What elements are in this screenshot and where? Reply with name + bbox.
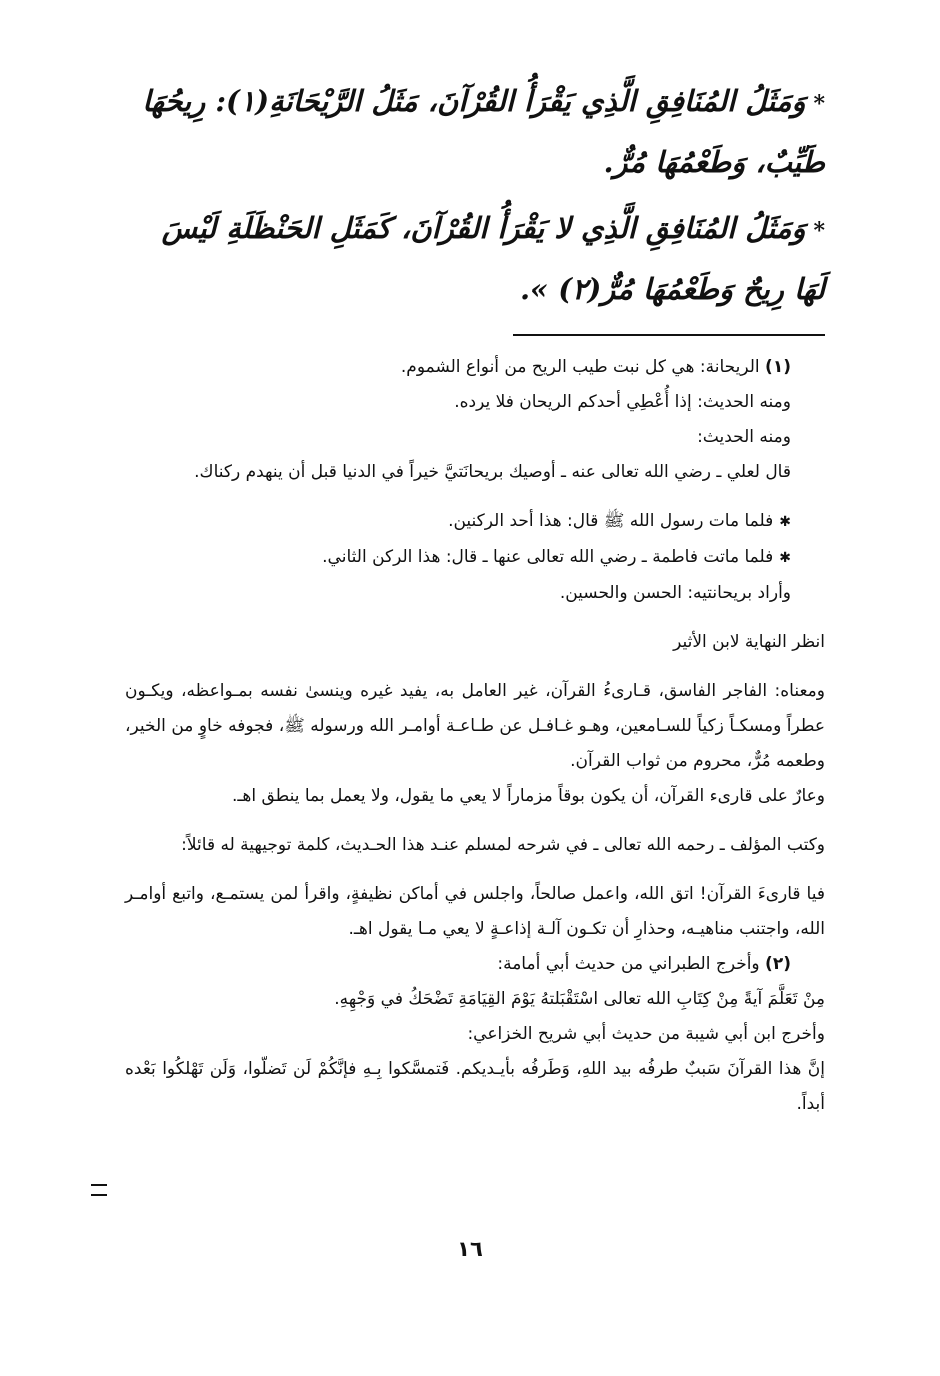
- footnote-number: (٢): [765, 954, 791, 974]
- asterisk-icon: *: [813, 91, 825, 117]
- page-content: [125, 72, 825, 1122]
- footnote-2-hadith: مِنْ تَعَلَّمَ آيةً مِنْ كِتَابِ الله تعالى اسْتَقْبَلتهُ يَوْمَ القِيَامَةِ تَضْحَكُ في وَجْهِهِ.: [334, 989, 825, 1009]
- asterisk-icon: ✱: [779, 514, 791, 530]
- spacer: [125, 660, 825, 674]
- spacer: [125, 814, 825, 828]
- footnote-1-meaning: وأراد بريحانتيه: الحسن والحسين.: [559, 583, 791, 603]
- footnote-2-hadith: إنَّ هذا القرآنَ سَببٌ طرفُه بيد اللهِ، وَطَرفُه بأيـديكم. فَتمسَّكوا بِـهِ فإنَّكُمْ لَن تَضلّوا، وَلَن تَهْلكُوا بَعْده أبداً.: [125, 1059, 825, 1114]
- footnote-1-bullet: ✱فلما مات رسول الله ﷺ قال: هذا أحد الركنين.: [448, 511, 791, 531]
- asterisk-icon: ✱: [779, 550, 791, 566]
- hadith-text: وَمَثَلُ المُنَافِقِ الَّذِي لا يَقْرَأُ القُرْآنَ، كَمَثَلِ الحَنْظَلَةِ لَيْسَ لَهَا رِيحٌ وَطَعْمُهَا مُرٌّ(٢) ».: [161, 211, 825, 306]
- footnote-1-author-note: وكتب المؤلف ـ رحمه الله تعالى ـ في شرحه لمسلم عنـد هذا الحـديث، كلمة توجيهية له قائلاً:: [181, 835, 825, 855]
- footnote-2-intro: وأخرج ابن أبي شيبة من حديث أبي شريح الخزاعي:: [467, 1024, 825, 1044]
- footnote-number: (١): [765, 357, 791, 377]
- footnote-1-ali: قال لعلي ـ رضي الله تعالى عنه ـ أوصيك بريحانَتيَّ خيراً في الدنيا قبل أن ينهدم ركناك.: [194, 462, 791, 482]
- margin-equals-mark: [91, 1184, 107, 1196]
- hadith-munafiq-reads: [125, 72, 825, 191]
- footnote-1-advice: فيا قارىءَ القرآن! اتق الله، واعمل صالحاً، واجلس في أماكن نظيفةٍ، واقرأ لمن يستمـع، واتبع أوامـر الله، واجتنب مناهيـه، وحذارِ أن تكـون آلـة إذاعـةٍ لا يعي مـا يقول اهـ.: [125, 884, 825, 939]
- spacer: [125, 490, 825, 504]
- footnote-1-bullet: ✱فلما ماتت فاطمة ـ رضي الله تعالى عنها ـ قال: هذا الركن الثاني.: [322, 547, 791, 567]
- footnote-1-reference: انظر النهاية لابن الأثير: [673, 632, 825, 652]
- footnote-1-explanation: وعارٌ على قارىء القرآن، أن يكون بوقاً مزماراً لا يعي ما يقول، ولا يعمل بما ينطق اهـ.: [231, 786, 825, 806]
- footnote-1-explanation: ومعناه: الفاجر الفاسق، قـارىءُ القرآن، غير العامل به، يفيد غيره وينسىٰ نفسه بمـواعظه، ويكـون عطراً ومسكـاً زكياً للسـامعين، وهـو غـافـل عن طـاعـة أوامـر الله ورسوله ﷺ، فجوفه خاوٍ من الخير، وطعمه مُرٌّ، محروم من ثواب القرآن.: [125, 681, 825, 771]
- hadith-text: وَمَثَلُ المُنَافِقِ الَّذِي يَقْرَأُ القُرْآنَ، مَثَلُ الرَّيْحَانَةِ(١): رِيحُهَا طَيِّبٌ، وَطَعْمُهَا مُرٌّ.: [142, 84, 825, 179]
- footnote-separator: [513, 334, 825, 336]
- footnote-1-hadith: ومنه الحديث: إذا أُعْطِي أحدكم الريحان فلا يرده.: [454, 392, 791, 412]
- spacer: [125, 863, 825, 877]
- spacer: [125, 611, 825, 625]
- footnote-2-intro: (٢) وأخرج الطبراني من حديث أبي أمامة:: [497, 954, 791, 974]
- page-number: ١٦: [457, 1237, 483, 1261]
- hadith-munafiq-not-reads: [125, 199, 825, 318]
- asterisk-icon: *: [813, 218, 825, 244]
- footnotes: [125, 350, 825, 1122]
- footnote-1-definition: (١) الريحانة: هي كل نبت طيب الريح من أنواع الشموم.: [400, 357, 791, 377]
- footnote-1-hadith-intro: ومنه الحديث:: [697, 427, 791, 447]
